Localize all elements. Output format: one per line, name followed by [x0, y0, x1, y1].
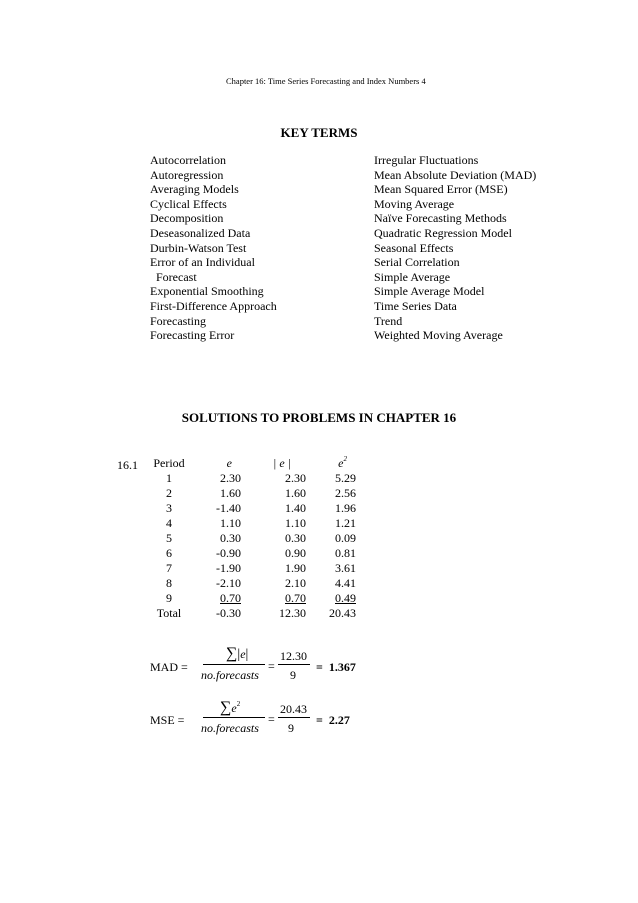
key-term: Forecast	[150, 269, 197, 284]
e-squared-header: $e^2$	[338, 455, 347, 470]
mse-label: MSE =	[150, 713, 185, 727]
key-term: Decomposition	[150, 211, 224, 226]
table-row: 4 1.10 1.10 1.21	[166, 516, 356, 530]
mse-denominator-value: 9	[288, 721, 294, 735]
period-header: Period	[153, 456, 185, 470]
table-row: 1 2.30 2.30 5.29	[166, 471, 356, 485]
table-row: 7 -1.90 1.90 3.61	[166, 561, 356, 575]
mad-equals: =	[268, 659, 275, 673]
mad-denominator: no.forecasts	[201, 668, 259, 682]
mad-numerator-value: 12.30	[280, 649, 307, 663]
mad-label: MAD =	[150, 660, 188, 674]
key-term: Forecasting Error	[150, 328, 235, 343]
mad-denominator-value: 9	[290, 668, 296, 682]
key-term: Naïve Forecasting Methods	[374, 211, 507, 226]
mse-numerator: $\sum e^2$	[220, 699, 241, 716]
key-term: Serial Correlation	[374, 255, 460, 270]
table-total-row: Total -0.30 12.30 20.43	[156, 606, 356, 620]
key-term: Seasonal Effects	[374, 240, 454, 255]
mad-numerator: ∑|e|	[226, 645, 249, 662]
mad-value-bar	[278, 664, 310, 665]
mse-fraction-bar	[203, 717, 265, 718]
key-term: Simple Average	[374, 269, 451, 284]
page-header: Chapter 16: Time Series Forecasting and Index Numbers 4	[226, 76, 426, 86]
key-term: Deseasonalized Data	[150, 225, 251, 240]
table-row: 5 0.30 0.30 0.09	[166, 531, 356, 545]
mse-result: = 2.27	[316, 713, 350, 727]
table-row: 9 0.70 0.70 0.49	[166, 591, 356, 605]
key-term: Autoregression	[150, 167, 224, 182]
key-term: Forecasting	[150, 313, 206, 328]
key-term: Time Series Data	[374, 298, 457, 313]
key-term: Moving Average	[374, 196, 455, 211]
key-term: Cyclical Effects	[150, 196, 227, 211]
key-term: Exponential Smoothing	[150, 284, 264, 299]
key-term: Mean Squared Error (MSE)	[374, 182, 508, 197]
key-terms-title: KEY TERMS	[280, 125, 358, 140]
solutions-title: SOLUTIONS TO PROBLEMS IN CHAPTER 16	[181, 410, 457, 425]
key-term: Simple Average Model	[374, 284, 485, 299]
key-term: Error of an Individual	[150, 255, 255, 270]
key-term: First-Difference Approach	[150, 298, 277, 313]
table-header-row	[145, 451, 356, 471]
key-term: Weighted Moving Average	[374, 328, 503, 343]
mse-numerator-value: 20.43	[280, 702, 307, 716]
key-term: Trend	[374, 313, 403, 328]
table-row: 3 -1.40 1.40 1.96	[166, 501, 356, 515]
key-term: Averaging Models	[150, 182, 239, 197]
key-terms-left-column	[150, 153, 277, 343]
abs-e-header: | e |	[273, 456, 306, 470]
mse-value-bar	[278, 717, 310, 718]
key-term: Quadratic Regression Model	[374, 225, 512, 240]
key-term: Autocorrelation	[150, 153, 226, 167]
error-table	[145, 451, 356, 621]
problem-number: 16.1	[117, 458, 138, 472]
mad-fraction-bar	[203, 664, 265, 665]
table-row: 6 -0.90 0.90 0.81	[166, 546, 356, 560]
table-row: 2 1.60 1.60 2.56	[166, 486, 356, 500]
mad-result: = 1.367	[316, 660, 356, 674]
key-term: Durbin-Watson Test	[150, 240, 247, 255]
e-header: e	[226, 456, 232, 470]
mse-equals: =	[268, 712, 275, 726]
table-row: 8 -2.10 2.10 4.41	[166, 576, 356, 590]
key-term: Mean Absolute Deviation (MAD)	[374, 167, 537, 182]
key-terms-right-column	[374, 153, 536, 343]
mse-denominator: no.forecasts	[201, 721, 259, 735]
key-term: Irregular Fluctuations	[374, 153, 479, 167]
